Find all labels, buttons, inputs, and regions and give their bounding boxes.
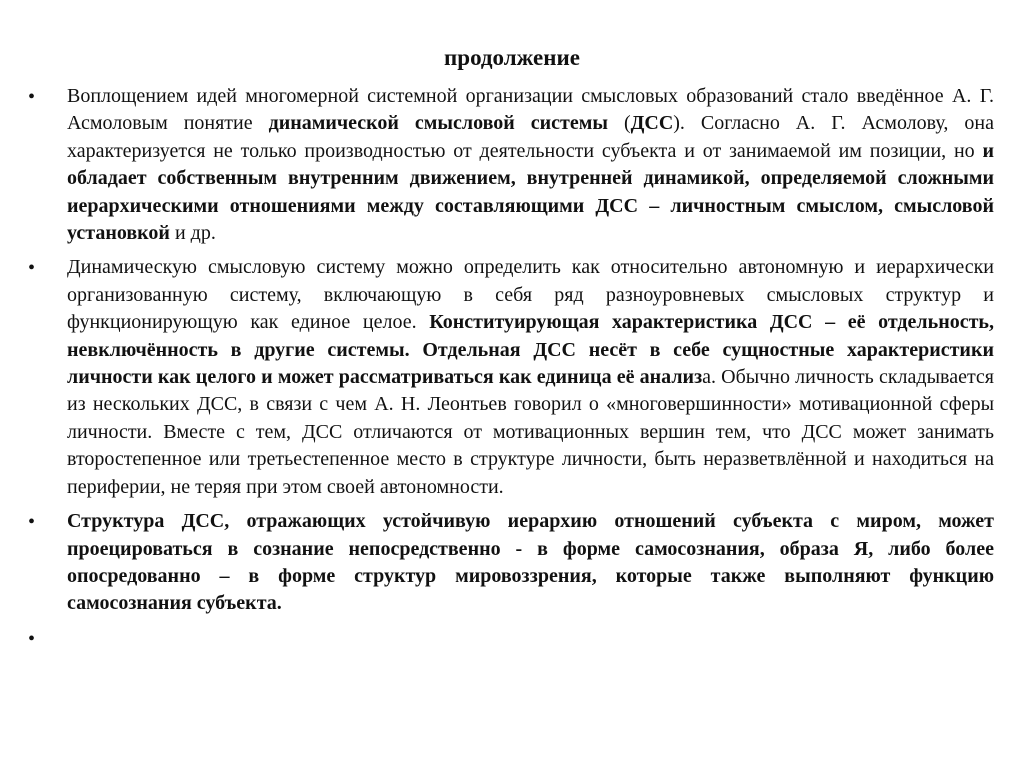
text-segment: а. Обычно личность складывается из нескольких ДСС, в связи с чем А. Н. Леонтьев говорил о «многовершинности» мотивационной сферы личности. Вместе с тем, ДСС отличаются от мотивационных вершин тем, что ДСС может занимать второстепенное или третьестепенное место в структуре личности, быть неразветвлённой и находиться на периферии, не теряя при этом своей автономности. [67,366,995,498]
bullet-icon: • [28,86,36,108]
text-segment: Динамическую смысловую систему можно определить как относительно автономную и иерархически организованную систему, включающую в себя ряд разноуровневых смысловых структур и функционирующую как единое целое. [67,256,994,334]
bullet-list [0,83,1024,659]
text-segment: ( [607,112,631,135]
list-item-empty [0,625,1024,652]
list-item [0,254,1024,501]
paragraph-text [67,83,994,247]
slide-title: продолжение [444,45,580,70]
bullet-icon: • [28,257,36,280]
text-segment-bold: ДСС [630,112,674,135]
paragraph-text [67,508,994,618]
text-segment: ). Согласно А. Г. Асмолову, она характеризуется не только производностью от деятельности субъекта и от занимаемой им позиции, но [67,112,994,162]
paragraph-text [67,254,994,501]
text-segment-bold: и обладает собственным внутренним движением, внутренней динамикой, определяемой сложными иерархическими отношениями между составляющими ДСС – личностным смыслом, смысловой установкой [67,139,994,245]
text-segment: Воплощением идей многомерной системной организации смысловых образований стало введённое А. Г. Асмоловым понятие [67,85,994,135]
bullet-icon: • [28,627,36,650]
list-item [0,83,1024,247]
text-segment-bold: Структура ДСС, отражающих устойчивую иерархию отношений субъекта с миром, может проецироваться в сознание непосредственно - в форме самосознания, образа Я, либо более опосредованно – в форме структур мировоззрения, которые также выполняют функцию самосознания субъекта. [67,510,994,615]
paragraph-text [67,625,994,652]
list-item [0,508,1024,618]
text-segment-bold: Конституирующая характеристика ДСС – её отдельность, невключённость в другие системы. Отдельная ДСС несёт в себе сущностные характеристики личности как целого и может рассматриваться как единица её анализ [67,311,994,389]
text-segment-bold: динамической смысловой системы [268,112,608,135]
bullet-icon: • [28,511,36,534]
text-segment: и др. [169,222,216,245]
